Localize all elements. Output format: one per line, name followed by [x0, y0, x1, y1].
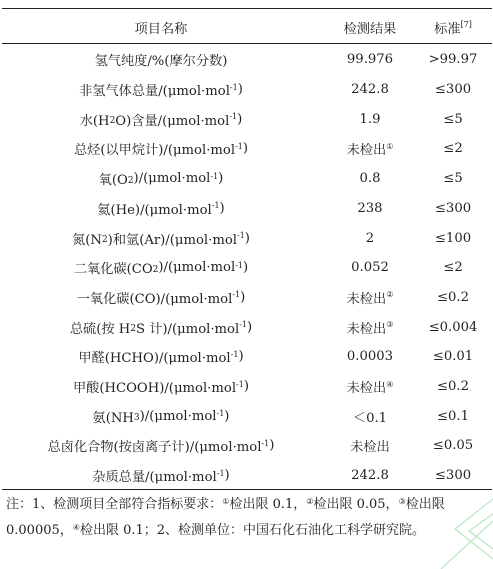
- standard-cell: ≤5: [443, 111, 463, 127]
- table-row: [2, 75, 492, 105]
- header-item-name: 项目名称: [134, 21, 188, 37]
- table-row: [2, 194, 492, 224]
- item-text: ): [240, 289, 246, 305]
- item-name-cell: 二氧化碳(CO $_2$ )/(μmol·mol $^{-1}$ ): [73, 260, 249, 278]
- result-value: 242.8: [351, 468, 389, 484]
- item-text: 总卤化合物(按卤离子计)/(μmol·mol: [47, 440, 262, 456]
- item-text: ): [243, 260, 249, 276]
- standard-cell: ≤2: [443, 260, 463, 276]
- item-name-cell: 甲酸(HCOOH)/(μmol·mol $^{-1}$ ): [72, 379, 249, 397]
- result-cell: [320, 461, 420, 491]
- standard-cell: ≤0.01: [432, 349, 474, 365]
- result-value: 99.976: [346, 52, 394, 68]
- result-cell: [320, 75, 420, 105]
- standard-cell: ≤5: [443, 171, 463, 187]
- item-text: ): [218, 171, 224, 187]
- table-row: [2, 134, 492, 164]
- header-standard: 标准 [7]: [414, 12, 492, 42]
- item-text: S 计)/(μmol·mol: [135, 321, 240, 337]
- result-value: 未检出: [346, 381, 387, 397]
- item-name-cell: 总卤化合物(按卤离子计)/(μmol·mol $^{-1}$ ): [47, 438, 275, 456]
- standard-cell: ≤0.2: [436, 289, 470, 305]
- standard-cell: ≤2: [443, 141, 463, 157]
- item-text: )和氩(Ar)/(μmol·mol: [107, 232, 237, 248]
- item-text: ): [237, 111, 243, 127]
- result-cell: [320, 164, 420, 194]
- result-value: 未检出: [350, 440, 390, 456]
- header-test-result: 检测结果: [343, 21, 397, 37]
- item-text: ): [269, 438, 275, 454]
- item-name-cell: 杂质总量/(μmol·mol $^{-1}$ ): [92, 468, 230, 486]
- standard-cell: ≤300: [434, 468, 472, 484]
- item-text: 二氧化碳(CO: [73, 262, 153, 278]
- result-cell: [320, 104, 420, 134]
- item-text: 总烃(以甲烷计)/(μmol·mol: [73, 143, 236, 159]
- footnote-marker: ④: [72, 522, 80, 532]
- table-footnote: [6, 492, 490, 543]
- item-name-cell: 总硫(按 H $_2$ S 计)/(μmol·mol $^{-1}$ ): [69, 319, 253, 337]
- item-text: )/(μmol·mol: [133, 171, 211, 187]
- result-cell: 未检出 ②: [320, 283, 420, 313]
- result-cell: [320, 401, 420, 431]
- result-value: ＜0.1: [352, 410, 388, 426]
- header-standard-label: 标准: [434, 21, 461, 37]
- item-text: ): [242, 141, 249, 157]
- standard-cell: ≤0.05: [432, 438, 474, 454]
- item-name-cell: [2, 45, 320, 75]
- item-text: 非氢气体总量/(μmol·mol: [79, 84, 230, 100]
- item-text: 总硫(按 H: [69, 321, 131, 337]
- item-text: ): [247, 319, 253, 335]
- result-cell: [320, 431, 420, 461]
- item-name-cell: 氨(NH $_3$ )/(μmol·mol $^{-1}$ ): [92, 408, 230, 426]
- result-cell: 未检出 ①: [320, 134, 420, 164]
- table-row: [2, 223, 492, 253]
- result-value: 未检出: [346, 321, 387, 337]
- standard-cell: ≤0.2: [436, 379, 470, 395]
- item-name-cell: 水(H $_2$ O)含量/(μmol·mol $^{-1}$ ): [79, 111, 243, 129]
- table-header-rule: [2, 43, 492, 44]
- item-text: ): [244, 230, 250, 246]
- item-text: 氨(NH: [92, 410, 134, 426]
- table-row: [2, 104, 492, 134]
- standard-cell: ≤0.004: [428, 319, 478, 335]
- result-cell: 未检出 ③: [320, 312, 420, 342]
- standard-cell: ≤0.1: [436, 408, 470, 424]
- result-value: 2: [365, 230, 375, 246]
- result-value: 未检出: [346, 143, 387, 159]
- table-row: [2, 372, 492, 402]
- item-text: ): [219, 200, 225, 216]
- table-row: [2, 461, 492, 491]
- table-row: [2, 253, 492, 283]
- table-row: [2, 431, 492, 461]
- item-text: ): [243, 379, 249, 395]
- footnote-text: 检出限 0.1，: [229, 497, 307, 512]
- table-row: [2, 312, 492, 342]
- item-text: )/(μmol·mol: [158, 260, 236, 276]
- result-cell: 未检出 ④: [320, 372, 420, 402]
- item-name-cell: 氮(N $_2$ )和氩(Ar)/(μmol·mol $^{-1}$ ): [72, 230, 250, 248]
- item-text: 杂质总量/(μmol·mol: [92, 470, 217, 486]
- table-row: [2, 401, 492, 431]
- item-text: ): [224, 408, 230, 424]
- item-text: )/(μmol·mol: [139, 408, 217, 424]
- standard-cell: ≤300: [434, 82, 472, 98]
- footnote-text: 检出限 0.00005，: [6, 497, 445, 538]
- result-value: 未检出: [346, 291, 387, 307]
- item-text: 甲醛(HCHO)/(μmol·mol: [78, 351, 231, 367]
- standard-cell: ≤300: [434, 200, 472, 216]
- result-value: 0.052: [351, 260, 389, 276]
- item-name-cell: 总烃(以甲烷计)/(μmol·mol $^{-1}$ ): [73, 141, 249, 159]
- table-row: [2, 283, 492, 313]
- result-value: 238: [357, 200, 383, 216]
- result-cell: [320, 223, 420, 253]
- item-name-cell: 非氢气体总量/(μmol·mol $^{-1}$ ): [79, 82, 243, 100]
- result-value: 242.8: [351, 82, 389, 98]
- footnote-text: 检出限 0.1；2、检测单位：中国石化石油化工科学研究院。: [79, 522, 426, 538]
- item-name-cell: 氧(O $_2$ )/(μmol·mol $^{-1}$ ): [98, 171, 224, 189]
- result-cell: [320, 45, 420, 75]
- item-name-cell: 甲醛(HCHO)/(μmol·mol $^{-1}$ ): [78, 349, 244, 367]
- item-name-cell: 氦(He)/(μmol·mol $^{-1}$ ): [97, 200, 225, 218]
- item-text: 甲酸(HCOOH)/(μmol·mol: [72, 381, 237, 397]
- standard-cell: ≤100: [434, 230, 472, 246]
- footnote-marker: ②: [306, 497, 314, 506]
- footnote-text: 注：1、检测项目全部符合指标要求：: [6, 497, 223, 512]
- item-text: ): [237, 82, 243, 98]
- table-header-row: [2, 12, 492, 42]
- table-row: [2, 342, 492, 372]
- item-text: 一氧化碳(CO)/(μmol·mol: [76, 291, 233, 307]
- table-row: [2, 45, 492, 75]
- item-text: 氧(O: [98, 173, 128, 189]
- table-top-rule: [2, 8, 492, 9]
- footnote-marker: ①: [222, 497, 230, 506]
- result-cell: [320, 342, 420, 372]
- item-text: 氦(He)/(μmol·mol: [97, 202, 212, 218]
- result-value: 1.9: [359, 111, 381, 127]
- item-text: ): [224, 468, 230, 484]
- item-text: 氮(N: [72, 232, 102, 248]
- table-bottom-rule: [2, 489, 492, 490]
- result-cell: [320, 194, 420, 224]
- item-text: 水(H: [79, 113, 110, 129]
- footnote-text: 检出限 0.05，: [313, 497, 399, 512]
- item-text: ): [238, 349, 244, 365]
- item-name-cell: 一氧化碳(CO)/(μmol·mol $^{-1}$ ): [76, 289, 246, 307]
- item-text: 氢气纯度/%(摩尔分数): [94, 54, 228, 70]
- item-text: O)含量/(μmol·mol: [115, 113, 230, 129]
- standard-cell: >99.97: [428, 52, 478, 68]
- table-row: [2, 164, 492, 194]
- footnote-marker: ③: [398, 497, 406, 506]
- result-cell: [320, 253, 420, 283]
- result-value: 0.8: [359, 171, 381, 187]
- result-value: 0.0003: [346, 349, 394, 365]
